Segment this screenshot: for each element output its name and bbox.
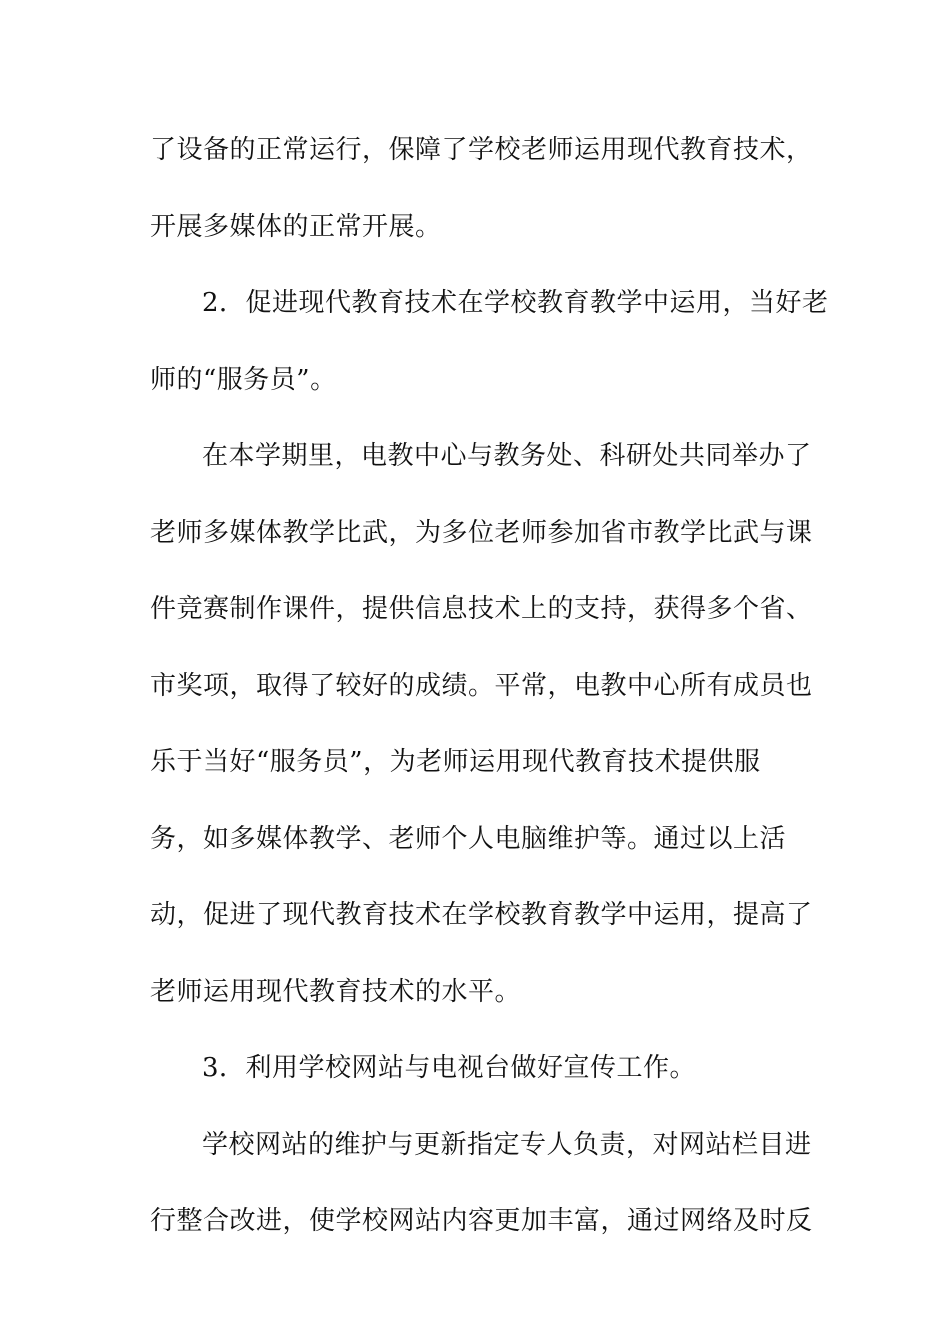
text-line: 老师多媒体教学比武，为多位老师参加省市教学比武与课 [150,518,813,548]
text-line: 开展多媒体的正常开展。 [150,212,442,242]
text-line: 乐于当好“服务员”，为老师运用现代教育技术提供服 [150,747,761,777]
text-line: 了设备的正常运行，保障了学校老师运用现代教育技术， [150,135,813,165]
text-line: 行整合改进，使学校网站内容更加丰富，通过网络及时反 [150,1206,813,1236]
text-line: 师的“服务员”。 [150,365,337,395]
text-line: 老师运用现代教育技术的水平。 [150,977,522,1007]
list-item-heading: 2．促进现代教育技术在学校教育教学中运用，当好老 [202,288,829,318]
text-line: 市奖项，取得了较好的成绩。平常，电教中心所有成员也 [150,671,813,701]
text-line: 动，促进了现代教育技术在学校教育教学中运用，提高了 [150,900,813,930]
text-line: 务，如多媒体教学、老师个人电脑维护等。通过以上活 [150,824,787,854]
paragraph-first-line: 在本学期里，电教中心与教务处、科研处共同举办了 [202,441,812,471]
paragraph-first-line: 学校网站的维护与更新指定专人负责，对网站栏目进 [202,1130,812,1160]
list-item-heading: 3．利用学校网站与电视台做好宣传工作。 [202,1053,697,1083]
text-line: 件竞赛制作课件，提供信息技术上的支持，获得多个省、 [150,594,813,624]
